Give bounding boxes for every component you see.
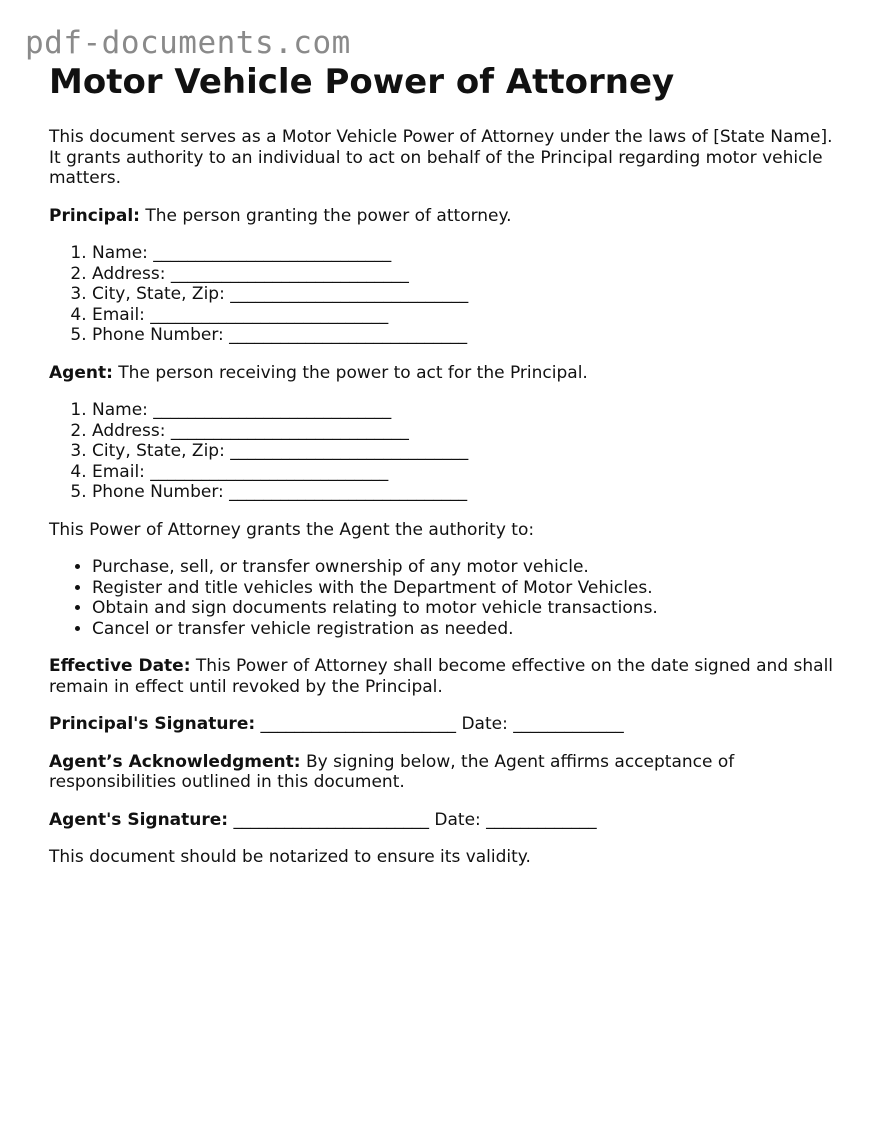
agent-label: Agent:	[49, 362, 113, 383]
authority-item: • Purchase, sell, or transfer ownership of any motor vehicle.	[92, 557, 839, 578]
principal-label: Principal:	[49, 205, 140, 226]
authority-item: • Cancel or transfer vehicle registration as needed.	[92, 619, 839, 640]
principal-description: The person granting the power of attorney.	[139, 205, 512, 226]
principal-signature-line	[49, 714, 839, 735]
notary-note: This document should be notarized to ensure its validity.	[49, 847, 531, 867]
document-page	[49, 62, 839, 868]
principal-signature-blanks: _______________________ Date: _____________	[255, 714, 624, 734]
acknowledgment-label: Agent’s Acknowledgment:	[49, 751, 301, 772]
principal-fields-list	[49, 243, 839, 346]
principal-address-field: 2. Address: ____________________________	[92, 264, 839, 285]
agent-phone-field: 5. Phone Number: ____________________________	[92, 482, 839, 503]
agent-email-field: 4. Email: ____________________________	[92, 462, 839, 483]
agent-address-field: 2. Address: ____________________________	[92, 421, 839, 442]
authority-list	[49, 557, 839, 639]
principal-city-state-zip-field: 3. City, State, Zip: ____________________________	[92, 284, 839, 305]
watermark: pdf-documents.com	[25, 25, 351, 61]
agent-signature-blanks: _______________________ Date: _____________	[228, 809, 597, 830]
intro-paragraph: This document serves as a Motor Vehicle Power of Attorney under the laws of [State Name]. It grants authority to an individual to act on behalf of the Principal regarding motor vehicle matters.	[49, 127, 833, 188]
acknowledgment-text: By signing below, the Agent affirms acceptance of responsibilities outlined in this document.	[49, 751, 735, 792]
agent-signature-line	[49, 810, 839, 831]
authority-intro: This Power of Attorney grants the Agent the authority to:	[49, 519, 535, 540]
acknowledgment-paragraph	[49, 752, 839, 793]
principal-name-field: 1. Name: ____________________________	[92, 243, 839, 264]
document-title: Motor Vehicle Power of Attorney	[49, 62, 675, 102]
principal-phone-field: 5. Phone Number: ____________________________	[92, 325, 839, 346]
agent-description: The person receiving the power to act for the Principal.	[112, 362, 588, 383]
agent-city-state-zip-field: 3. City, State, Zip: ____________________________	[92, 441, 839, 462]
agent-signature-label: Agent's Signature:	[49, 809, 229, 830]
authority-item: • Register and title vehicles with the Department of Motor Vehicles.	[92, 578, 839, 599]
principal-signature-label: Principal's Signature:	[49, 714, 256, 734]
effective-date-text: This Power of Attorney shall become effective on the date signed and shall remain in effect until revoked by the Principal.	[49, 656, 834, 697]
agent-heading	[49, 363, 839, 384]
authority-item: • Obtain and sign documents relating to motor vehicle transactions.	[92, 598, 839, 619]
effective-date-paragraph	[49, 656, 839, 697]
principal-email-field: 4. Email: ____________________________	[92, 305, 839, 326]
principal-heading	[49, 206, 839, 227]
effective-date-label: Effective Date:	[49, 656, 191, 676]
agent-name-field: 1. Name: ____________________________	[92, 400, 839, 421]
agent-fields-list	[49, 400, 839, 503]
